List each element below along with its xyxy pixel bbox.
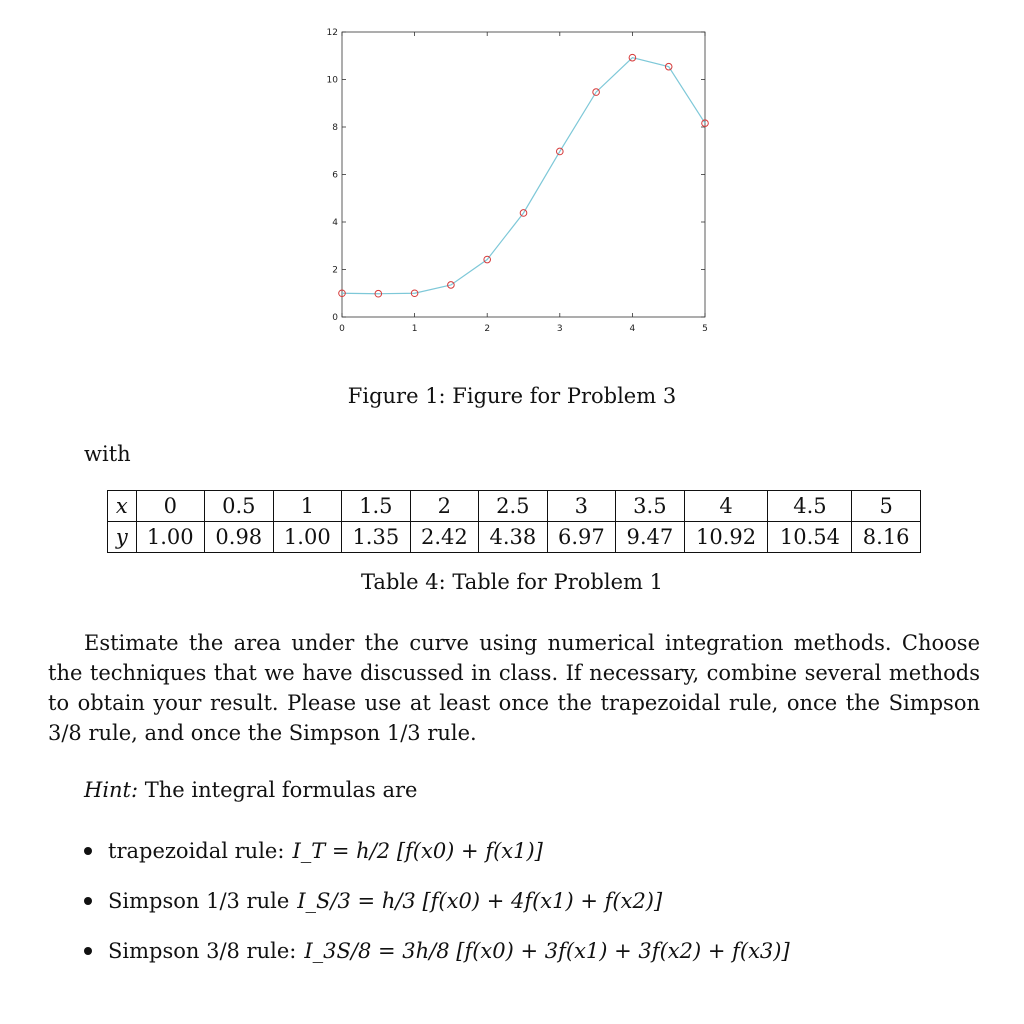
y-tick-label: 12: [326, 28, 338, 38]
bullet-icon: [84, 947, 92, 955]
problem-statement: [48, 628, 980, 748]
intro-text: with: [84, 442, 131, 466]
y-tick-label: 4: [332, 218, 338, 228]
formula-name: trapezoidal rule:: [108, 839, 285, 863]
list-item: [84, 826, 790, 876]
table-cell: 1.00: [273, 522, 342, 553]
table-cell: 2.42: [410, 522, 479, 553]
x-tick-label: 3: [556, 324, 563, 334]
table-cell: 1.00: [136, 522, 205, 553]
table-cell: 10.92: [684, 522, 768, 553]
x-tick-label: 4: [629, 324, 636, 334]
x-tick-label: 0: [339, 324, 345, 334]
table-cell: 6.97: [547, 522, 616, 553]
formula-expression: I_S/3 = h/3 [f(x0) + 4f(x1) + f(x2)]: [297, 889, 663, 913]
table-cell: 3.5: [616, 491, 685, 522]
table-cell: 1.5: [342, 491, 411, 522]
x-tick-label: 1: [411, 324, 418, 334]
table-row: [108, 522, 921, 553]
table-cell: 4.38: [479, 522, 548, 553]
x-tick-label: 5: [702, 324, 708, 334]
y-tick-label: 6: [332, 170, 338, 181]
table-cell: 2.5: [479, 491, 548, 522]
table-cell: 8.16: [852, 522, 921, 553]
table-cell: 2: [410, 491, 479, 522]
formula-list: [84, 826, 790, 976]
formula-expression: I_T = h/2 [f(x0) + f(x1)]: [292, 839, 543, 863]
bullet-icon: [84, 897, 92, 905]
y-tick-label: 8: [332, 123, 338, 133]
figure-caption: Figure 1: Figure for Problem 3: [347, 384, 677, 408]
bullet-icon: [84, 847, 92, 855]
x-tick-label: 2: [484, 324, 491, 334]
table-cell: 4: [684, 491, 768, 522]
table-cell: 0.5: [205, 491, 274, 522]
plot-area: [342, 32, 705, 317]
formula-expression: I_3S/8 = 3h/8 [f(x0) + 3f(x1) + 3f(x2) + f(x3)]: [304, 939, 790, 963]
list-item: [84, 876, 790, 926]
table-cell: 3: [547, 491, 616, 522]
hint: [84, 778, 417, 802]
table-cell: 0: [136, 491, 205, 522]
table-cell: 9.47: [616, 522, 685, 553]
hint-label: Hint:: [84, 778, 139, 802]
problem-text: Estimate the area under the curve using numerical integration methods. Choose the techniques that we have discussed in class. If necessary, combine several methods to obtain your result. Please use at least once the trapezoidal rule, once the Simpson 3/8 rule, and once the Simpson 1/3 rule.: [48, 631, 980, 745]
y-tick-label: 10: [326, 75, 338, 86]
table-cell: 10.54: [768, 522, 852, 553]
row-label: x: [108, 491, 137, 522]
y-tick-label: 0: [332, 313, 338, 323]
data-table: [107, 490, 921, 553]
table-cell: 4.5: [768, 491, 852, 522]
table-caption: Table 4: Table for Problem 1: [361, 570, 663, 594]
hint-text: The integral formulas are: [144, 778, 418, 802]
table-cell: 0.98: [205, 522, 274, 553]
formula-name: Simpson 3/8 rule:: [108, 939, 297, 963]
formula-name: Simpson 1/3 rule: [108, 889, 290, 913]
row-label: y: [108, 522, 137, 553]
y-tick-label: 2: [332, 265, 338, 276]
list-item: [84, 926, 790, 976]
table-row: [108, 491, 921, 522]
table-cell: 5: [852, 491, 921, 522]
figure-1-chart: [300, 20, 730, 350]
table-cell: 1: [273, 491, 342, 522]
table-cell: 1.35: [342, 522, 411, 553]
